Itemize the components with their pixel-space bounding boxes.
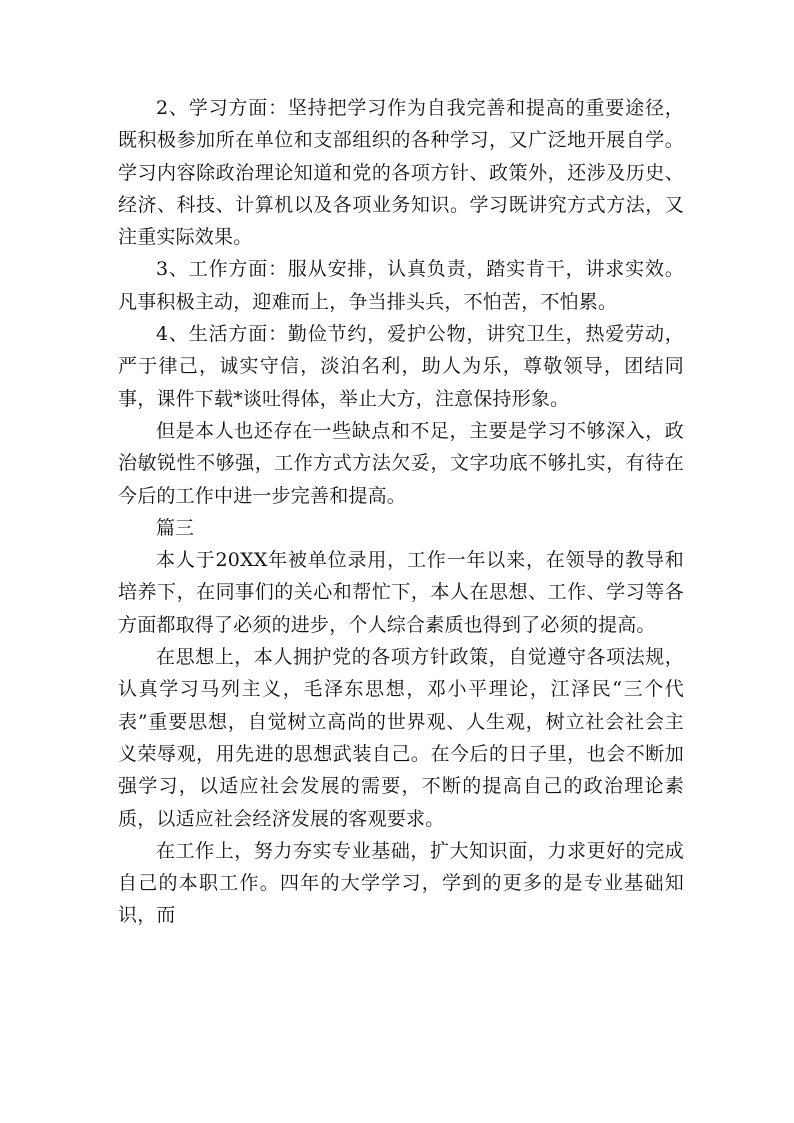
section-title: 篇三 — [156, 516, 195, 539]
document-body — [118, 92, 684, 932]
paragraph-shortcomings: 但是本人也还存在一些缺点和不足，主要是学习不够深入，政治敏锐性不够强，工作方式方法欠妥，文字功底不够扎实，有待在今后的工作中进一步完善和提高。 — [118, 419, 684, 507]
paragraph-thought: 在思想上，本人拥护党的各项方针政策，自觉遵守各项法规，认真学习马列主义，毛泽东思想，邓小平理论，江泽民“三个代表”重要思想，自觉树立高尚的世界观、人生观，树立社会社会主义荣辱观，用先进的思想武装自己。在今后的日子里，也会不断加强学习，以适应社会发展的需要，不断的提高自己的政治理论素质，以适应社会经济发展的客观要求。 — [118, 646, 684, 830]
paragraph-work: 3、工作方面：服从安排，认真负责，踏实肯干，讲求实效。凡事积极主动，迎难而上，争当排头兵，不怕苦，不怕累。 — [118, 258, 684, 313]
paragraph-work-detail: 在工作上，努力夯实专业基础，扩大知识面，力求更好的完成自己的本职工作。四年的大学学习，学到的更多的是专业基础知识，而 — [118, 839, 684, 927]
paragraph-study: 2、学习方面：坚持把学习作为自我完善和提高的重要途径，既积极参加所在单位和支部组织的各种学习，又广泛地开展自学。学习内容除政治理论知道和党的各项方针、政策外，还涉及历史、经济、科技、计算机以及各项业务知识。学习既讲究方式方法，又注重实际效果。 — [118, 97, 684, 249]
paragraph-life: 4、生活方面：勤俭节约，爱护公物，讲究卫生，热爱劳动，严于律己，诚实守信，淡泊名利，助人为乐，尊敬领导，团结同事，课件下载*谈吐得体，举止大方，注意保持形象。 — [118, 323, 684, 410]
paragraph-intro: 本人于20XX年被单位录用，工作一年以来，在领导的教导和培养下，在同事们的关心和帮忙下，本人在思想、工作、学习等各方面都取得了必须的进步，个人综合素质也得到了必须的提高。 — [118, 549, 684, 636]
